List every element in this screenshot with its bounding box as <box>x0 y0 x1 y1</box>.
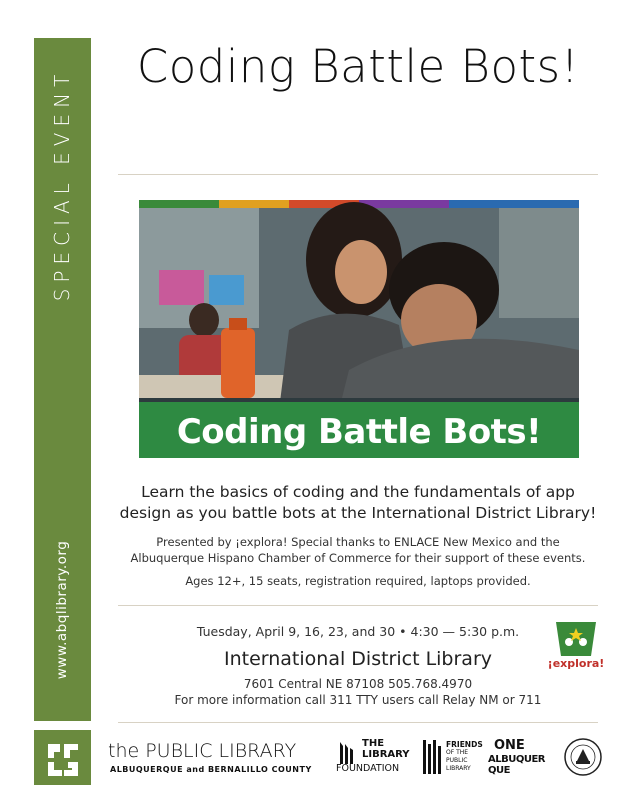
county-seal <box>563 737 603 777</box>
event-venue: International District Library <box>223 648 493 670</box>
library-logo-box <box>34 730 91 785</box>
event-requirements: Ages 12+, 15 seats, registration required, laptops provided. <box>185 574 531 588</box>
foundation-text-2: LIBRARY <box>362 749 410 760</box>
event-photo <box>139 200 579 458</box>
one-text: ONE <box>494 738 525 753</box>
divider <box>118 722 598 723</box>
one-albuquerque-logo <box>488 738 558 778</box>
foundation-text-3: FOUNDATION <box>336 763 400 774</box>
friends-library-logo <box>422 738 484 778</box>
friends-text-3: PUBLIC <box>446 757 468 764</box>
explora-logo-text: ¡explora! <box>547 657 605 670</box>
bookshelf-icon <box>422 740 444 774</box>
county-seal-icon <box>563 737 603 777</box>
library-subtitle: ALBUQUERQUE and BERNALILLO COUNTY <box>110 765 312 774</box>
website-link[interactable]: www.abqlibrary.org <box>54 540 70 680</box>
photo-banner-title: Coding Battle Bots! <box>176 412 542 452</box>
explora-logo-icon <box>541 620 611 660</box>
sponsor-thanks: Presented by ¡explora! Special thanks to ENLACE New Mexico and the Albuquerque Hispano Chamber of Commerce for their support of these events. <box>130 535 586 565</box>
library-mark-icon <box>34 730 91 785</box>
friends-text-2: OF THE <box>446 749 469 756</box>
albuquerque-text: ALBUQUERQUE <box>488 754 546 776</box>
divider <box>118 174 598 175</box>
friends-text-1: FRIENDS <box>446 740 483 749</box>
event-address: 7601 Central NE 87108 505.768.4970 <box>243 677 473 691</box>
event-dates: Tuesday, April 9, 16, 23, and 30 • 4:30 — 5:30 p.m. <box>196 624 520 639</box>
special-event-label: SPECIAL EVENT <box>50 68 74 302</box>
event-info: For more information call 311 TTY users call Relay NM or 711 <box>174 693 542 707</box>
event-description: Learn the basics of coding and the fundamentals of app design as you battle bots at the International District Library! <box>119 483 597 522</box>
explora-logo <box>541 620 611 672</box>
page-title: Coding Battle Bots! <box>136 40 580 93</box>
divider <box>118 605 598 606</box>
friends-text-4: LIBRARY <box>446 765 471 772</box>
foundation-text-1: THE <box>362 738 385 749</box>
library-name: the PUBLIC LIBRARY <box>108 740 297 762</box>
library-foundation-logo <box>336 738 416 778</box>
